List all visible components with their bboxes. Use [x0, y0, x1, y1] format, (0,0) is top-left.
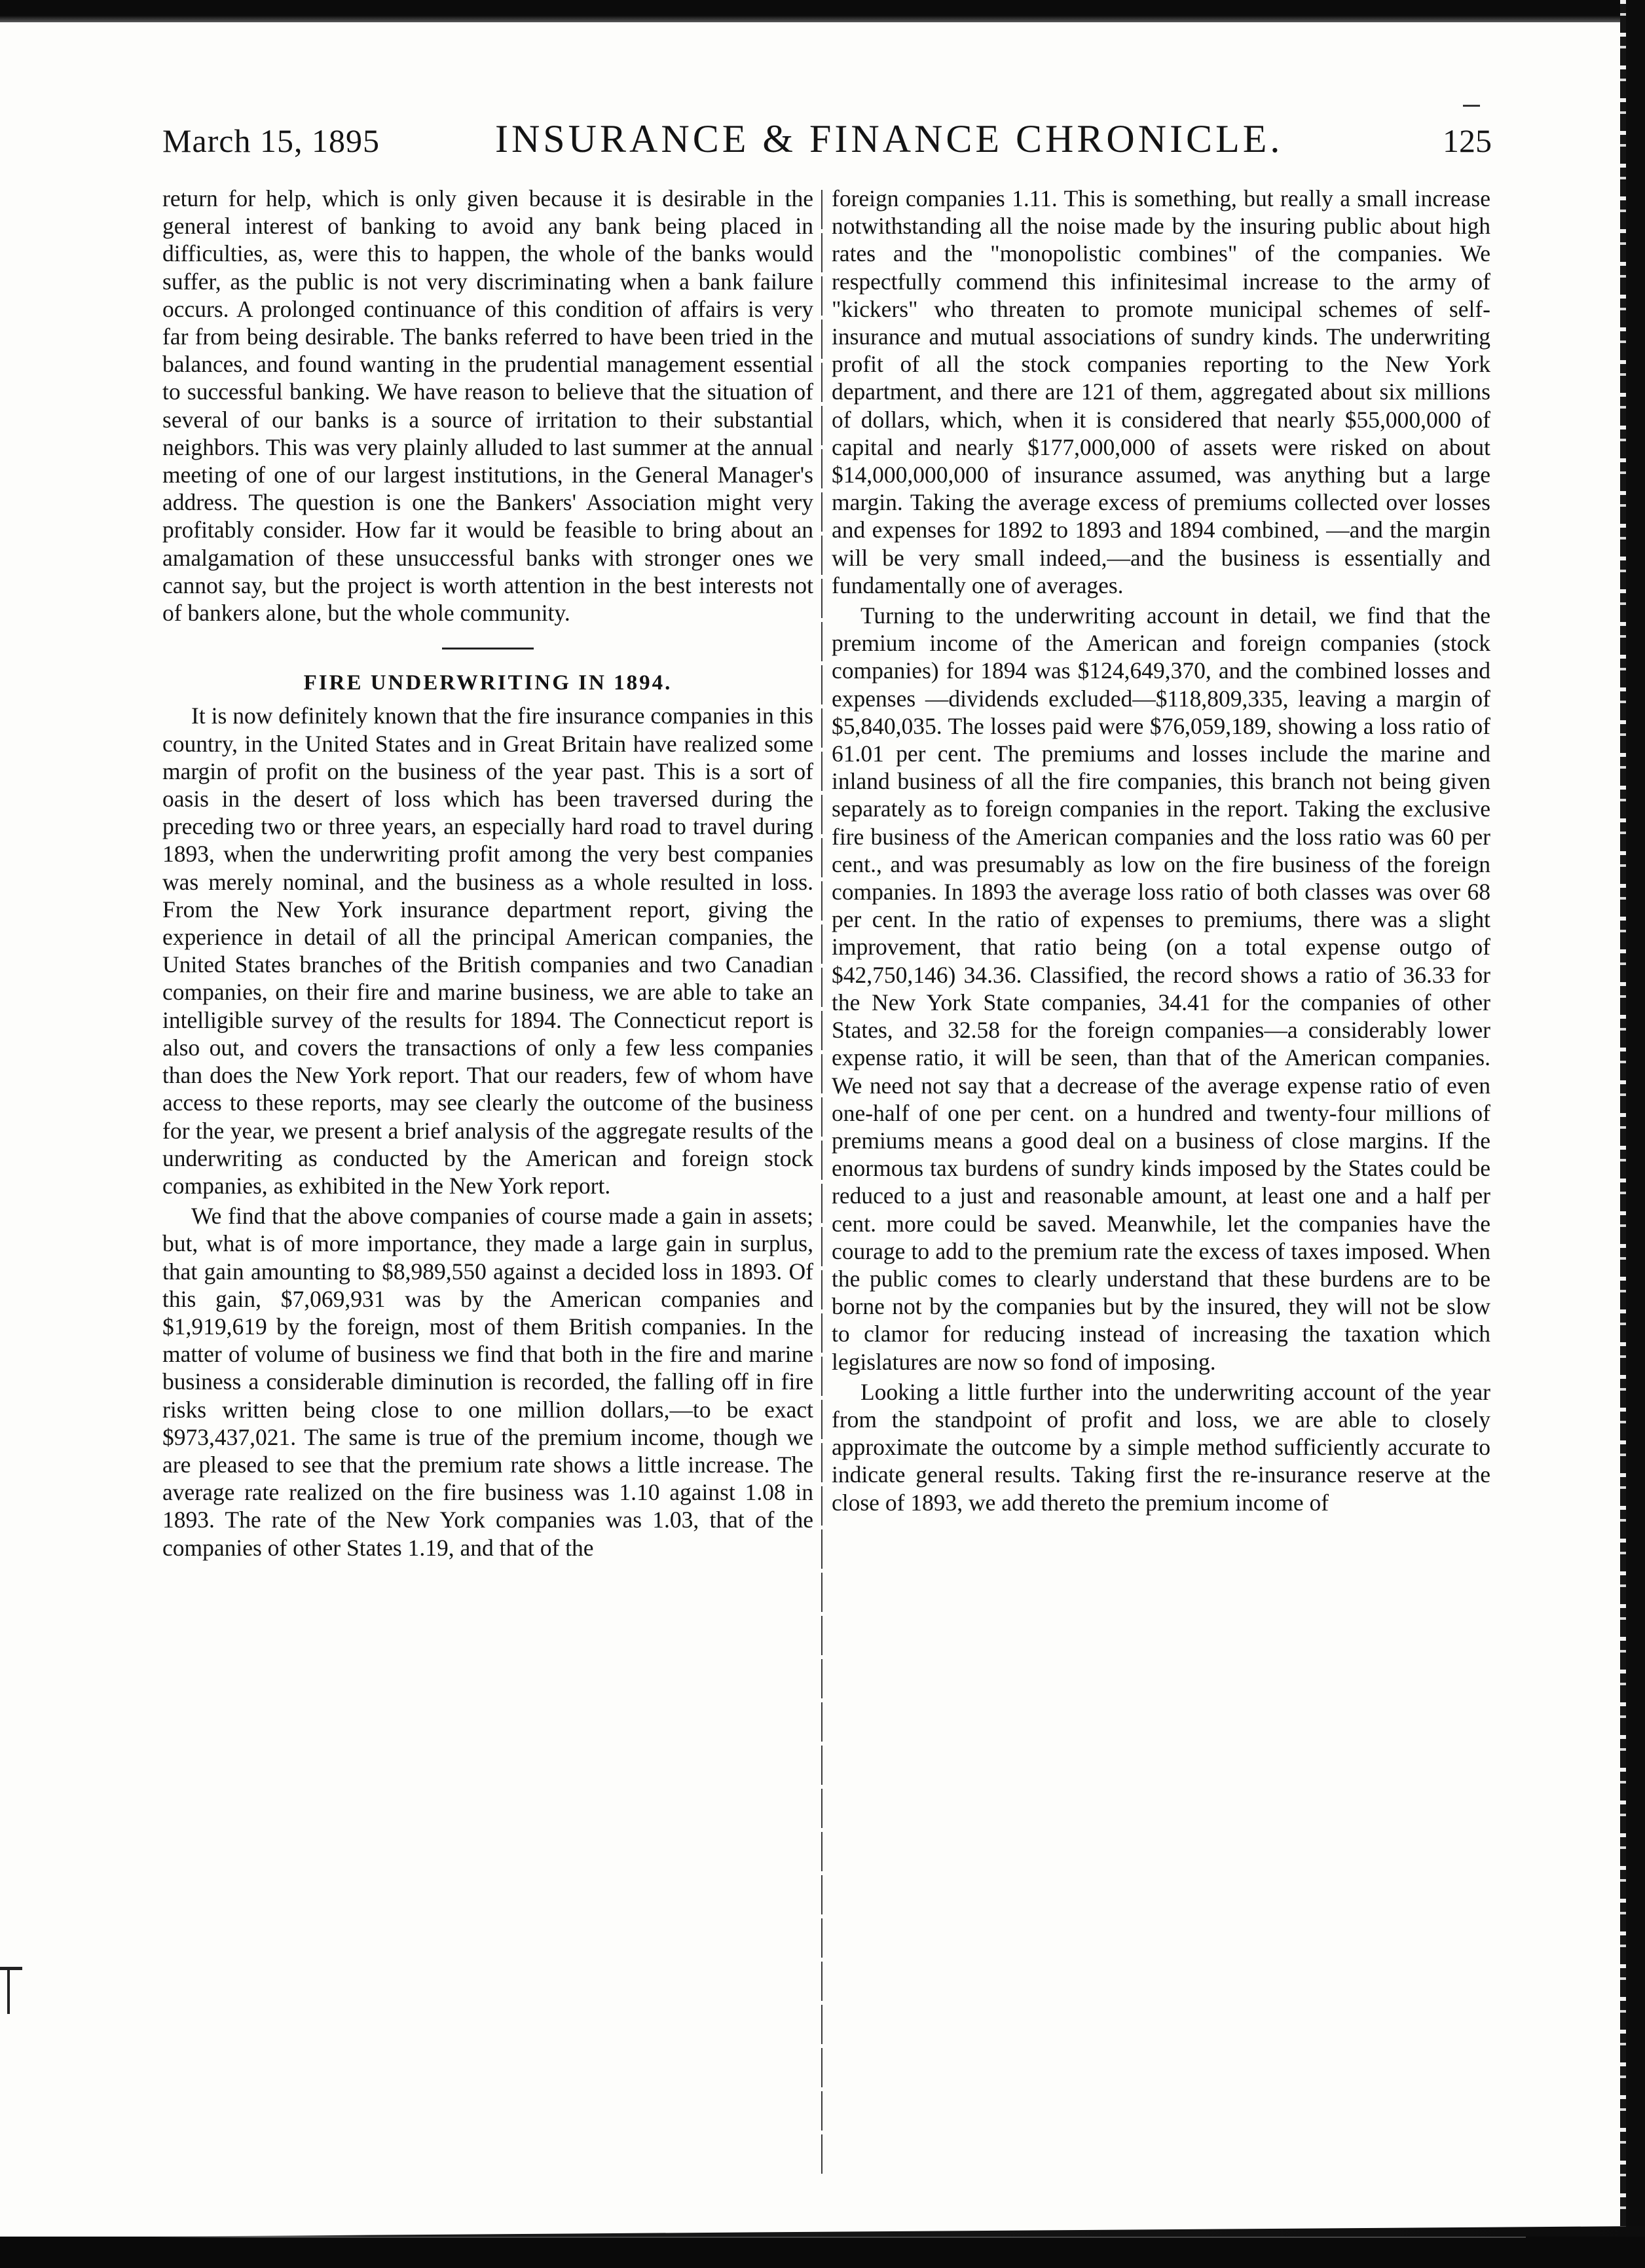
scan-top-border: [0, 0, 1645, 22]
page-number: 125: [1443, 122, 1492, 159]
scan-right-edge: [1620, 0, 1626, 2268]
right-column: [832, 185, 1490, 1516]
fire-underwriting-paragraph-1: It is now definitely known that the fire insurance companies in this country, in the United States and in Great Britain have realized some margin of profit on the business of the year past. This is a sort of oasis in the desert of loss which has been traversed during the preceding two or three years, an especially hard road to travel during 1893, when the underwriting profit among the very best companies was merely nominal, and the business as a whole resulted in loss. From the New York insurance department report, giving the experience in detail of all the principal American companies, the United States branches of the British companies and two Canadian companies, on their fire and marine business, we are able to take an intelligible survey of the results for 1894. The Connecticut report is also out, and covers the transactions of only a few less companies than does the New York report. That our readers, few of whom have access to these reports, may see clearly the outcome of the business for the year, we present a brief analysis of the aggregate results of the underwriting as conducted by the American and foreign stock companies, as exhibited in the New York report.: [162, 703, 813, 1199]
journal-title: INSURANCE & FINANCE CHRONICLE.: [495, 117, 1284, 160]
scan-bottom-lip: [144, 2226, 1645, 2237]
issue-date: March 15, 1895: [162, 122, 380, 159]
fire-underwriting-paragraph-5: Looking a little further into the underwriting account of the year from the standpoint of profit and loss, we are able to closely approximate the outcome by a simple method sufficiently accurate to indicate general results. Taking first the re-insurance reserve at the close of 1893, we add thereto the premium income of: [832, 1378, 1490, 1516]
column-divider: [821, 190, 822, 2174]
page-number-mark: [1463, 105, 1480, 107]
section-heading: FIRE UNDERWRITING IN 1894.: [303, 671, 673, 695]
fire-underwriting-paragraph-2: We find that the above companies of course made a gain in assets; but, what is of more importance, they made a large gain in surplus, that gain amounting to $8,989,550 against a decided loss in 1893. Of this gain, $7,069,931 was by the American companies and $1,919,619 by the foreign, most of them British companies. In the matter of volume of business we find that both in the fire and marine business a considerable diminution is recorded, the falling off in fire risks written being close to one million dollars,—to be exact $973,437,021. The same is true of the premium income, though we are pleased to see that the premium rate shows a little increase. The average rate realized on the fire business was 1.10 against 1.08 in 1893. The rate of the New York companies was 1.03, that of the companies of other States 1.19, and that of the: [162, 1203, 813, 1561]
fire-underwriting-paragraph-3: foreign companies 1.11. This is something, but really a small increase notwithstanding all the noise made by the insuring public about high rates and the "monopolistic combines" of the companies. We respectfully commend this infinitesimal increase to the army of "kickers" who threaten to promote municipal schemes of self-insurance and mutual associations of sundry kinds. The underwriting profit of all the stock companies reporting to the New York department, and there are 121 of them, aggregated about six millions of dollars, which, when it is considered that nearly $55,000,000 of capital and nearly $177,000,000 of assets were risked on about $14,000,000,000 of insurance assumed, was anything but a large margin. Taking the average excess of premiums collected over losses and expenses for 1892 to 1893 and 1894 combined, —and the margin will be very small indeed,—and the business is essentially and fundamentally one of averages.: [832, 185, 1490, 598]
scan-right-border: [1620, 0, 1645, 2268]
margin-mark: [0, 1938, 26, 2017]
section-rule: [442, 648, 534, 649]
fire-underwriting-paragraph-4: Turning to the underwriting account in detail, we find that the premium income of the American and foreign companies (stock companies) for 1894 was $124,649,370, and the combined losses and expenses —dividends excluded—$118,809,335, leaving a margin of $5,840,035. The losses paid were $76,059,189, showing a loss ratio of 61.01 per cent. The premiums and losses include the marine and inland business of all the fire companies, this branch not being given separately as to foreign companies in the report. Taking the exclusive fire business of the American companies and the loss ratio was 60 per cent., and was presumably as low on the fire business of the foreign companies. In 1893 the average loss ratio of both classes was over 68 per cent. In the ratio of expenses to premiums, there was a slight improvement, that ratio being (on a total expense outgo of $42,750,146) 34.36. Classified, the record shows a ratio of 36.33 for the New York State companies, 34.41 for the companies of other States, and 32.58 for the foreign companies—a considerably lower expense ratio, it will be seen, than that of the American companies. We need not say that a decrease of the average expense ratio of even one-half of one per cent. on a hundred and twenty-four millions of premiums means a good deal on a business of close margins. If the enormous tax burdens of sundry kinds imposed by the States could be reduced to a just and reasonable amount, at least one and a half per cent. more could be saved. Meanwhile, let the companies have the courage to add to the premium rate the excess of taxes imposed. When the public comes to clearly understand that these burdens are to be borne not by the companies but by the insured, they will not be slow to clamor for reducing instead of increasing the taxation which legislatures are now so fond of imposing.: [832, 602, 1490, 1375]
running-head: [162, 113, 1492, 165]
margin-mark-bar: [0, 1967, 22, 1970]
banking-article-continuation: return for help, which is only given because it is desirable in the general interest of banking to avoid any bank being placed in difficulties, as, were this to happen, the whole of the banks would suffer, as the public is not very discriminating when a bank failure occurs. A prolonged continuance of this condition of affairs is very far from being desirable. The banks referred to have been tried in the balances, and found wanting in the prudential management essential to successful banking. We have reason to believe that the situation of several of our banks is a source of irritation to their substantial neighbors. This was very plainly alluded to last summer at the annual meeting of one of our largest institutions, in the General Manager's address. The question is one the Bankers' Association might very profitably consider. How far it would be feasible to bring about an amalgamation of these unsuccessful banks with stronger ones we cannot say, but the project is worth attention in the best interests not of bankers alone, but the whole community.: [162, 185, 813, 627]
left-column: [162, 185, 813, 1562]
page-bottom-rule: [151, 2237, 1526, 2238]
margin-mark-stem: [7, 1968, 10, 2014]
scan-bottom-border: [0, 2237, 1645, 2268]
